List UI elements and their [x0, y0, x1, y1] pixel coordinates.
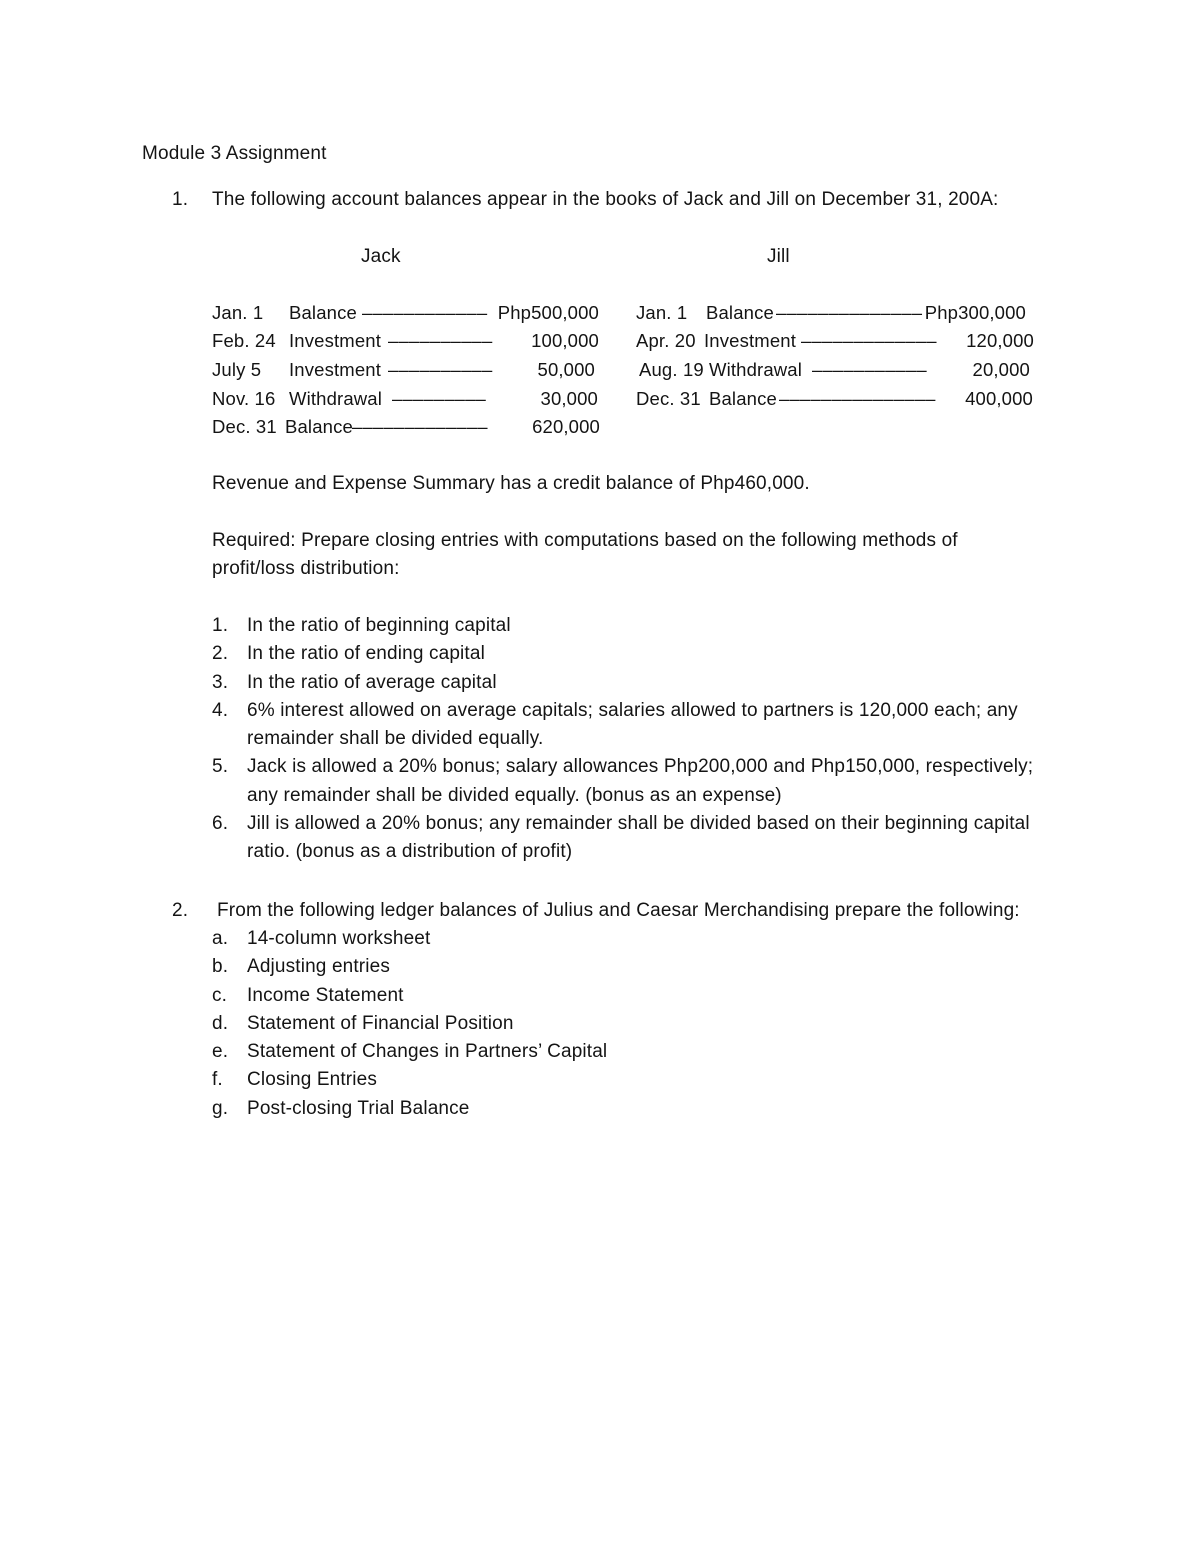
- list-item: [212, 640, 1062, 668]
- list-letter: c.: [212, 984, 228, 1006]
- list-text: Closing Entries: [247, 1069, 378, 1091]
- ledger-date: Feb. 24: [212, 330, 276, 351]
- ledger-leader: ––––––––––––: [362, 302, 488, 323]
- ledger-date: July 5: [212, 359, 262, 380]
- list-text: Statement of Financial Position: [247, 1012, 514, 1034]
- page-title: Module 3 Assignment: [142, 143, 327, 164]
- list-item: [212, 753, 1062, 810]
- list-item: [212, 1095, 812, 1123]
- ledger-description: Balance: [285, 416, 353, 437]
- question-1-text: The following account balances appear in the books of Jack and Jill on December 31, 200A:: [212, 189, 999, 210]
- list-number: 5.: [212, 756, 229, 778]
- ledger-amount: Php300,000: [924, 302, 1026, 323]
- list-item: [212, 1038, 812, 1066]
- list-text: 14-column worksheet: [247, 928, 431, 949]
- ledger-description: Balance: [706, 302, 774, 323]
- required-line-1: Required: Prepare closing entries with computations based on the following methods of: [212, 530, 958, 551]
- ledger-leader: –––––––––––––: [352, 416, 488, 437]
- list-item: [212, 925, 812, 953]
- ledger-description: Balance: [709, 388, 777, 409]
- ledger-date: Aug. 19: [639, 359, 704, 380]
- list-text: In the ratio of ending capital: [247, 643, 485, 665]
- jill-heading: Jill: [767, 246, 790, 267]
- ledger-date: Dec. 31: [636, 388, 701, 409]
- ledger-leader: –––––––––––: [812, 359, 927, 380]
- ledger-description: Investment: [289, 359, 381, 380]
- list-text: Jill is allowed a 20% bonus; any remainder shall be divided based on their beginning capital ratio. (bonus as a distribution of profit): [247, 813, 1030, 863]
- ledger-amount: 50,000: [537, 359, 595, 380]
- list-letter: f.: [212, 1069, 223, 1091]
- ledger-amount: 620,000: [532, 416, 600, 437]
- list-text: Adjusting entries: [247, 956, 391, 978]
- list-letter: d.: [212, 1012, 229, 1034]
- ledger-date: Apr. 20: [636, 330, 696, 351]
- list-item: [212, 810, 1062, 867]
- jack-heading: Jack: [361, 246, 401, 267]
- list-item: [212, 953, 812, 981]
- list-text: Post-closing Trial Balance: [247, 1097, 470, 1119]
- list-number: 2.: [212, 643, 229, 665]
- list-letter: a.: [212, 928, 229, 949]
- ledger-description: Balance: [289, 302, 357, 323]
- question-2-text: From the following ledger balances of Julius and Caesar Merchandising prepare the following:: [217, 900, 1020, 921]
- required-line-2: profit/loss distribution:: [212, 558, 400, 579]
- list-letter: b.: [212, 956, 229, 978]
- ledger-date: Jan. 1: [636, 302, 688, 323]
- ledger-leader: –––––––––––––––: [779, 388, 936, 409]
- ledger-description: Withdrawal: [709, 359, 802, 380]
- list-number: 4.: [212, 699, 229, 721]
- ledger-description: Withdrawal: [289, 388, 382, 409]
- list-number: 1.: [212, 615, 229, 636]
- list-number: 6.: [212, 813, 229, 835]
- ledger-date: Jan. 1: [212, 302, 264, 323]
- ledger-date: Dec. 31: [212, 416, 277, 437]
- ledger-amount: Php500,000: [497, 302, 599, 323]
- list-item: [212, 697, 1062, 754]
- ledger-leader: ––––––––––––––: [776, 302, 923, 323]
- list-letter: g.: [212, 1097, 229, 1119]
- ledger-leader: ––––––––––: [388, 330, 493, 351]
- list-item: [212, 1066, 812, 1094]
- list-text: Statement of Changes in Partners’ Capital: [247, 1041, 608, 1063]
- list-item: [212, 669, 1062, 697]
- list-text: Jack is allowed a 20% bonus; salary allowances Php200,000 and Php150,000, respectively; any remainder shall be divided equally. (bonus as an expense): [247, 756, 1034, 806]
- ledger-amount: 30,000: [540, 388, 598, 409]
- ledger-leader: –––––––––––––: [801, 330, 937, 351]
- list-item: [212, 612, 1062, 640]
- list-text: 6% interest allowed on average capitals; salaries allowed to partners is 120,000 each; any remainder shall be divided equally.: [247, 699, 1018, 750]
- ledger-amount: 20,000: [972, 359, 1030, 380]
- ledger-amount: 100,000: [531, 330, 599, 351]
- ledger-amount: 120,000: [966, 330, 1034, 351]
- ledger-date: Nov. 16: [212, 388, 276, 409]
- list-item: [212, 1010, 812, 1038]
- list-text: In the ratio of beginning capital: [247, 615, 511, 636]
- ledger-leader: ––––––––––: [388, 359, 493, 380]
- list-letter: e.: [212, 1041, 229, 1063]
- list-text: Income Statement: [247, 984, 404, 1006]
- ledger-leader: –––––––––: [392, 388, 486, 409]
- ledger-description: Investment: [704, 330, 796, 351]
- summary-text: Revenue and Expense Summary has a credit balance of Php460,000.: [212, 473, 810, 494]
- question-1-number: 1.: [172, 189, 189, 210]
- deliverables-list: [212, 925, 812, 1123]
- list-item: [212, 982, 812, 1010]
- list-number: 3.: [212, 671, 229, 693]
- question-2-number: 2.: [172, 900, 189, 921]
- ledger-amount: 400,000: [965, 388, 1033, 409]
- methods-list: [212, 612, 1062, 867]
- ledger-description: Investment: [289, 330, 381, 351]
- list-text: In the ratio of average capital: [247, 671, 497, 693]
